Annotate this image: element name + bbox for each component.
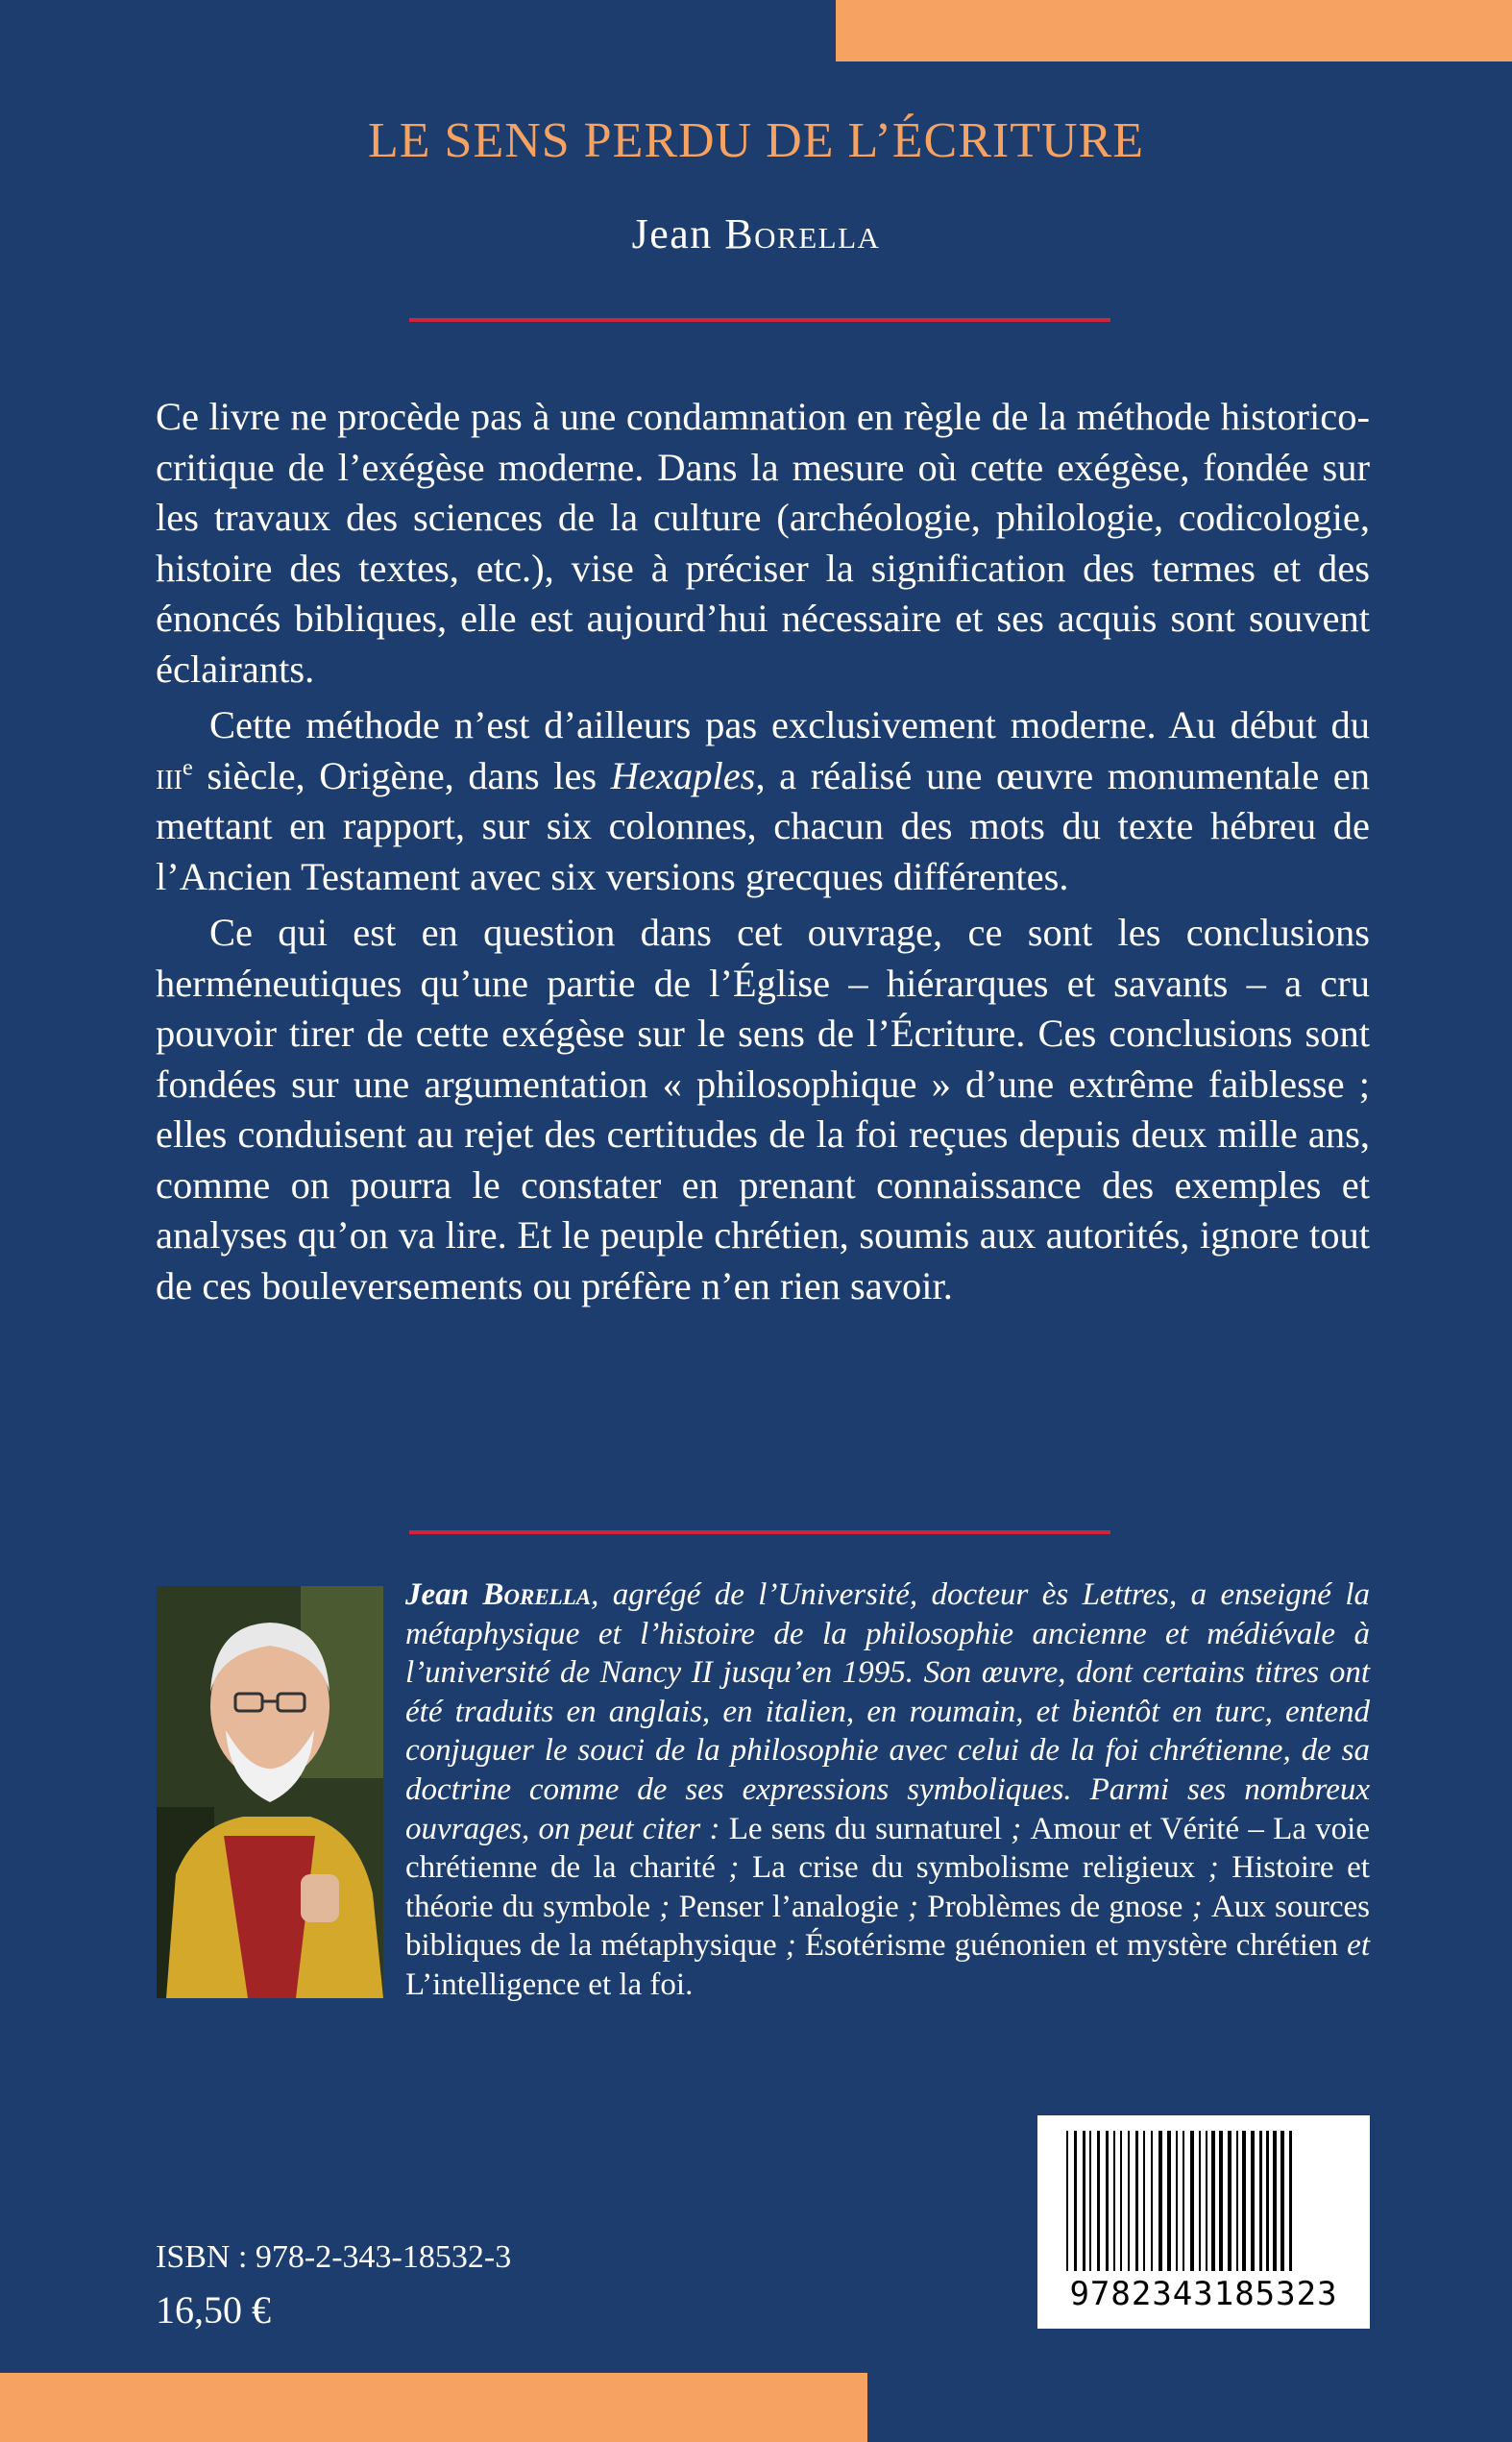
barcode-bar [1120,2131,1122,2271]
barcode-bar [1183,2131,1184,2271]
barcode-bar [1236,2131,1238,2271]
work-7: Aux sources bibliques de la métaphysique [405,1889,1371,1964]
barcode-bar [1289,2131,1292,2271]
author-bio: Jean Borella, agrégé de l’Université, docteur ès Lettres, a enseigné la métaphysique et l’histoire de la philosophie ancienne et médiévale à l’université de Nancy II jusqu’en 1995. Son œuvre, dont certains titres ont été traduits en anglais, en italien, en roumain, et bientôt en turc, entend conjuguer le souci de la philosophie avec celui de la foi chrétienne, de sa doctrine comme de ses expressions symboliques. Parmi ses nombreux ouvrages, on peut citer : Le sens du surnaturel ; Amour et Vérité – La voie chrétienne de la charité ; La crise du symbolisme religieux ; Histoire et théorie du symbole ; Penser l’analogie ; Problèmes de gnose ; Aux sources bibliques de la métaphysique ; Ésotérisme guénonien et mystère chrétien et L’intelligence et la foi. [156,1575,1370,2010]
blurb-paragraph-3: Ce qui est en question dans cet ouvrage, ce sont les conclusions herméneutiques qu’une partie de l’Église – hiérarques et savants – a cru pouvoir tirer de cette exégèse sur le sens de l’Écriture. Ces conclusions sont fondées sur une argumentation « philosophique » d’une extrême faiblesse ; elles conduisent au rejet des certitudes de la foi reçues depuis deux mille ans, comme on pourra le constater en prenant connaissance des exemples et analyses qu’on va lire. Et le peuple chrétien, soumis aux autorités, ignore tout de ces bouleversements ou préfère n’en rien savoir. [156,911,1370,1307]
barcode-bar [1106,2131,1109,2271]
top-accent-bar [836,0,1512,61]
barcode-bar [1190,2131,1194,2271]
barcode-bar [1151,2131,1153,2271]
isbn: ISBN : 978-2-343-18532-3 [156,2239,512,2275]
barcode-bar [1242,2131,1246,2271]
blurb [156,392,1370,1311]
portrait-spacer [156,1575,405,2010]
barcode-bar [1097,2131,1100,2271]
barcode-bar [1143,2131,1145,2271]
barcode-digits: 9782343185323 [1069,2275,1338,2313]
barcode-bar [1113,2131,1115,2271]
blurb-paragraph-2: Cette méthode n’est d’ailleurs pas exclusivement moderne. Au début du iii$^e$ siècle, Origène, dans les Hexaples, a réalisé une œuvre monumentale en mettant en rapport, sur six colonnes, chacun des mots du texte hébreu de l’Ancien Testament avec six versions grecques différentes. [156,703,1370,898]
bottom-accent-bar [0,2373,867,2442]
barcode-bar [1074,2131,1077,2271]
work-9: L’intelligence et la foi. [405,1966,694,2002]
work-6: Problèmes de gnose [927,1889,1183,1924]
author-first-name: Jean [631,210,713,257]
work-2: Amour et Vérité – La voie chrétienne de la charité [405,1811,1370,1886]
work-3: La crise du symbolisme religieux [751,1850,1196,1886]
barcode-bar [1128,2131,1130,2271]
divider-bottom [409,1530,1110,1534]
blurb-paragraph-1: Ce livre ne procède pas à une condamnation en règle de la méthode historico-critique de l’exégèse moderne. Dans la mesure où cette exégèse, fondée sur les travaux des sciences de la culture (archéologie, philologie, codicologie, histoire des textes, etc.), vise à préciser la signification des termes et des énoncés bibliques, elle est aujourd’hui nécessaire et ses acquis sont souvent éclairants. [156,395,1370,691]
barcode-bar [1158,2131,1162,2271]
barcode-bar [1206,2131,1207,2271]
author-name [0,206,1512,263]
barcode-bar [1219,2131,1223,2271]
barcode-bar [1176,2131,1178,2271]
work-1: Le sens du surnaturel [728,1811,1003,1846]
barcode-bar [1083,2131,1085,2271]
barcode-bar [1280,2131,1284,2271]
barcode-bar [1228,2131,1232,2271]
work-4: Histoire et théorie du symbole [405,1850,1370,1924]
bio-name-last: Borella [482,1577,592,1612]
barcode-bar [1266,2131,1269,2271]
barcode-bar [1066,2131,1068,2271]
barcode-bar [1167,2131,1171,2271]
barcode-bar [1251,2131,1255,2271]
bio-name-first: Jean [405,1577,469,1612]
author-last-name: Borella [724,210,881,257]
bio-text: , agrégé de l’Université, docteur ès Lettres, a enseigné la métaphysique et l’histoire de la philosophie ancienne et médiévale à l’université de Nancy II jusqu’en 1995. Son œuvre, dont certains titres ont été traduits en anglais, en italien, en roumain, et bientôt en turc, entend conjuguer le souci de la philosophie avec celui de la foi chrétienne, de sa doctrine comme de ses expressions symboliques. Parmi ses nombreux ouvrages, on peut citer : [405,1577,1370,1846]
price: 16,50 € [156,2288,271,2332]
barcode-bar [1259,2131,1262,2271]
barcode-bar [1089,2131,1091,2271]
barcode-bar [1199,2131,1201,2271]
divider-top [409,318,1110,322]
work-8: Ésotérisme guénonien et mystère chrétien [804,1928,1339,1964]
book-title: LE SENS PERDU DE L’ÉCRITURE [368,113,1144,168]
barcode-bar [1211,2131,1215,2271]
barcode [1037,2115,1370,2329]
work-5: Penser l’analogie [678,1889,899,1924]
barcode-bar [1273,2131,1277,2271]
barcode-bar [1135,2131,1138,2271]
